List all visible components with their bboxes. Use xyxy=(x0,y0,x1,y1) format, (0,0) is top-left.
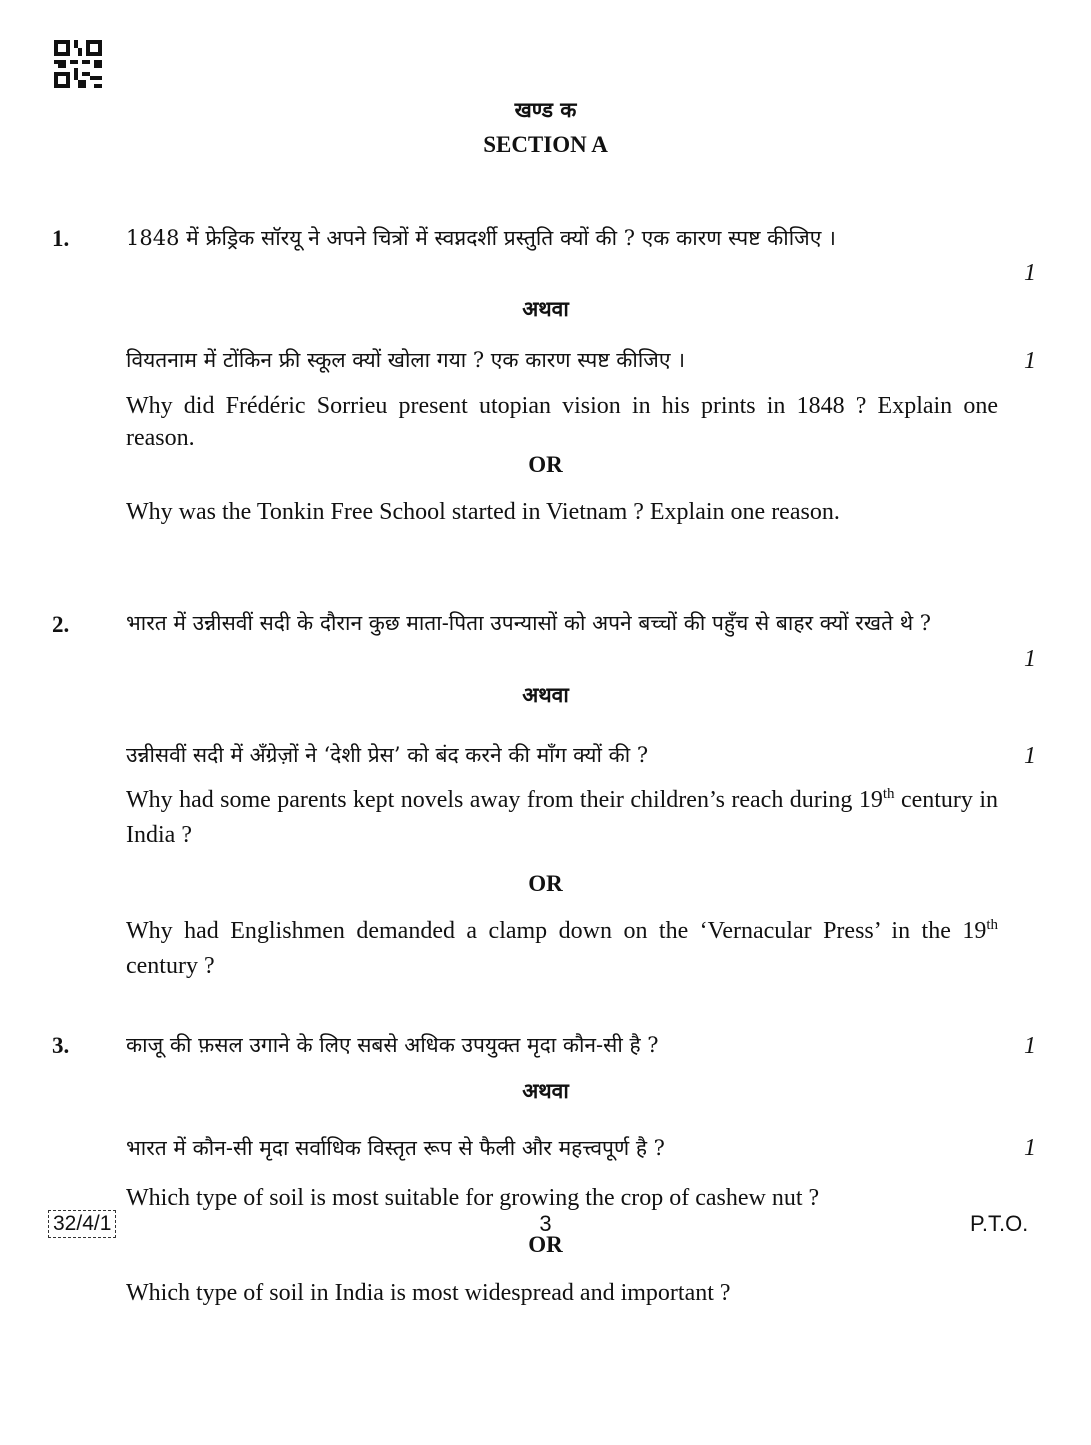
or-english: OR xyxy=(528,452,563,477)
question-marks-alt: 1 xyxy=(1024,743,1036,769)
ordinal-suffix: th xyxy=(882,786,895,802)
question-english-main: Which type of soil is most suitable for growing the crop of cashew nut ? xyxy=(126,1185,820,1211)
question-hindi-main: भारत में उन्नीसवीं सदी के दौरान कुछ माता-पिता उपन्यासों को अपने बच्चों की पहुँच से बाहर क्यों रखते थे ? xyxy=(126,611,932,635)
question-english-alt: Why was the Tonkin Free School started in Vietnam ? Explain one reason. xyxy=(126,499,840,525)
or-hindi: अथवा xyxy=(522,296,569,321)
question-marks-alt: 1 xyxy=(1024,348,1036,374)
ordinal-suffix: th xyxy=(986,917,998,933)
paper-code: 32/4/1 xyxy=(48,1210,116,1238)
question-number: 3. xyxy=(52,1033,70,1058)
question-english-main xyxy=(126,783,998,853)
question-hindi-alt: वियतनाम में टोंकिन फ्री स्कूल क्यों खोला गया ? एक कारण स्पष्ट कीजिए । xyxy=(126,348,686,372)
question-english-alt xyxy=(126,914,998,984)
text-segment: Why had Englishmen demanded a clamp down on the ‘Vernacular Press’ in the 19 xyxy=(126,918,987,944)
question-marks: 1 xyxy=(1024,1033,1036,1059)
question-hindi-main: 1848 में फ्रेड्रिक सॉरयू ने अपने चित्रों में स्वप्नदर्शी प्रस्तुति क्यों की ? एक कारण स्पष्ट कीजिए । xyxy=(126,226,836,250)
text-segment: Why had some parents kept novels away from their children’s reach during 19 xyxy=(126,787,883,813)
question-marks-alt: 1 xyxy=(1024,1135,1036,1161)
question-marks: 1 xyxy=(1024,646,1036,672)
question-hindi-alt: उन्नीसवीं सदी में अँग्रेज़ों ने ‘देशी प्रेस’ को बंद करने की माँग क्यों की ? xyxy=(126,743,649,767)
or-hindi: अथवा xyxy=(522,1078,569,1103)
question-number: 2. xyxy=(52,612,70,637)
or-english: OR xyxy=(528,871,563,896)
text-segment: century ? xyxy=(126,953,215,979)
section-title-english: SECTION A xyxy=(483,132,608,157)
qr-code-icon xyxy=(54,40,102,88)
text-segment: century in India ? xyxy=(126,787,998,848)
or-hindi: अथवा xyxy=(522,682,569,707)
question-english-alt: Which type of soil in India is most widespread and important ? xyxy=(126,1280,731,1306)
question-marks: 1 xyxy=(1024,260,1036,286)
question-english-main: Why did Frédéric Sorrieu present utopian vision in his prints in 1848 ? Explain one reason. xyxy=(126,393,998,451)
section-title-hindi: खण्ड क xyxy=(514,97,577,122)
question-hindi-alt: भारत में कौन-सी मृदा सर्वाधिक विस्तृत रूप से फैली और महत्त्वपूर्ण है ? xyxy=(126,1136,665,1160)
please-turn-over: P.T.O. xyxy=(970,1211,1029,1236)
page-number: 3 xyxy=(539,1211,552,1236)
or-english: OR xyxy=(528,1232,563,1257)
question-number: 1. xyxy=(52,226,70,251)
question-hindi-main: काजू की फ़सल उगाने के लिए सबसे अधिक उपयुक्त मृदा कौन-सी है ? xyxy=(126,1033,659,1057)
